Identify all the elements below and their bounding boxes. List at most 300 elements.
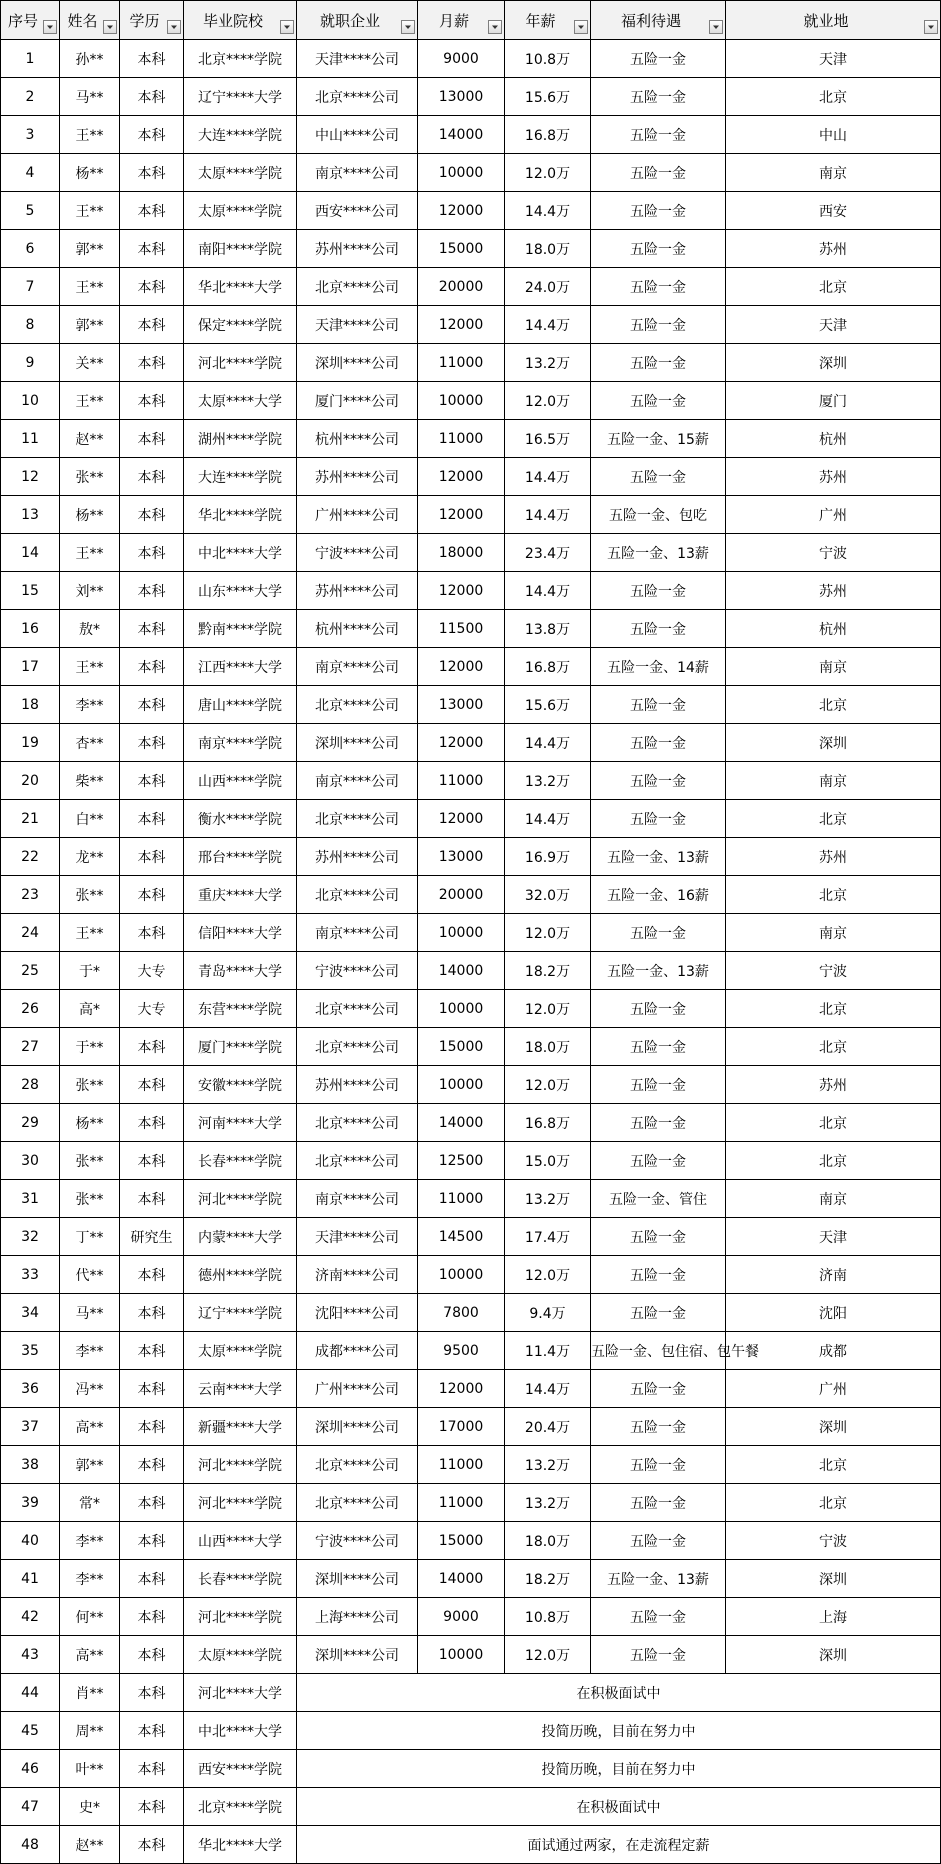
cell-edu[interactable]: 本科 xyxy=(120,382,184,420)
cell-idx[interactable]: 27 xyxy=(1,1028,60,1066)
cell-annual[interactable]: 13.2万 xyxy=(505,1484,591,1522)
cell-company[interactable]: 南京****公司 xyxy=(297,762,418,800)
cell-annual[interactable]: 13.2万 xyxy=(505,1180,591,1218)
cell-idx[interactable]: 19 xyxy=(1,724,60,762)
cell-company[interactable]: 南京****公司 xyxy=(297,154,418,192)
cell-annual[interactable]: 16.9万 xyxy=(505,838,591,876)
cell-city[interactable]: 南京 xyxy=(726,1180,941,1218)
cell-school[interactable]: 西安****学院 xyxy=(184,1750,297,1788)
cell-name[interactable]: 王** xyxy=(60,382,120,420)
cell-monthly[interactable]: 11000 xyxy=(418,1180,505,1218)
cell-school[interactable]: 安徽****学院 xyxy=(184,1066,297,1104)
cell-city[interactable]: 上海 xyxy=(726,1598,941,1636)
cell-benefits[interactable]: 五险一金 xyxy=(591,1294,726,1332)
cell-company[interactable]: 天津****公司 xyxy=(297,40,418,78)
cell-name[interactable]: 郭** xyxy=(60,230,120,268)
cell-annual[interactable]: 14.4万 xyxy=(505,572,591,610)
cell-edu[interactable]: 本科 xyxy=(120,496,184,534)
cell-idx[interactable]: 7 xyxy=(1,268,60,306)
cell-idx[interactable]: 4 xyxy=(1,154,60,192)
cell-company[interactable]: 南京****公司 xyxy=(297,914,418,952)
cell-company[interactable]: 深圳****公司 xyxy=(297,1408,418,1446)
cell-annual[interactable]: 12.0万 xyxy=(505,1256,591,1294)
cell-name[interactable]: 郭** xyxy=(60,1446,120,1484)
cell-name[interactable]: 高** xyxy=(60,1408,120,1446)
cell-city[interactable]: 北京 xyxy=(726,1484,941,1522)
cell-school[interactable]: 大连****学院 xyxy=(184,116,297,154)
cell-name[interactable]: 马** xyxy=(60,1294,120,1332)
cell-annual[interactable]: 12.0万 xyxy=(505,1066,591,1104)
cell-school[interactable]: 河北****学院 xyxy=(184,1180,297,1218)
cell-school[interactable]: 南阳****学院 xyxy=(184,230,297,268)
cell-annual[interactable]: 18.0万 xyxy=(505,1522,591,1560)
cell-benefits[interactable]: 五险一金 xyxy=(591,306,726,344)
cell-annual[interactable]: 14.4万 xyxy=(505,306,591,344)
cell-school[interactable]: 信阳****大学 xyxy=(184,914,297,952)
cell-company[interactable]: 北京****公司 xyxy=(297,78,418,116)
cell-name[interactable]: 常* xyxy=(60,1484,120,1522)
cell-benefits[interactable]: 五险一金 xyxy=(591,724,726,762)
cell-edu[interactable]: 本科 xyxy=(120,1066,184,1104)
cell-edu[interactable]: 本科 xyxy=(120,914,184,952)
cell-city[interactable]: 北京 xyxy=(726,990,941,1028)
cell-name[interactable]: 杏** xyxy=(60,724,120,762)
cell-company[interactable]: 南京****公司 xyxy=(297,648,418,686)
cell-monthly[interactable]: 12000 xyxy=(418,496,505,534)
cell-company[interactable]: 深圳****公司 xyxy=(297,1560,418,1598)
cell-idx[interactable]: 11 xyxy=(1,420,60,458)
cell-edu[interactable]: 本科 xyxy=(120,1408,184,1446)
cell-name[interactable]: 杨** xyxy=(60,496,120,534)
cell-school[interactable]: 北京****学院 xyxy=(184,1788,297,1826)
cell-monthly[interactable]: 15000 xyxy=(418,1028,505,1066)
cell-idx[interactable]: 40 xyxy=(1,1522,60,1560)
cell-monthly[interactable]: 12000 xyxy=(418,572,505,610)
cell-company[interactable]: 广州****公司 xyxy=(297,496,418,534)
cell-idx[interactable]: 26 xyxy=(1,990,60,1028)
cell-school[interactable]: 河南****大学 xyxy=(184,1104,297,1142)
cell-name[interactable]: 周** xyxy=(60,1712,120,1750)
cell-city[interactable]: 广州 xyxy=(726,496,941,534)
cell-city[interactable]: 北京 xyxy=(726,1142,941,1180)
cell-school[interactable]: 青岛****大学 xyxy=(184,952,297,990)
cell-annual[interactable]: 14.4万 xyxy=(505,458,591,496)
cell-company[interactable]: 南京****公司 xyxy=(297,1180,418,1218)
cell-city[interactable]: 苏州 xyxy=(726,572,941,610)
cell-company[interactable]: 苏州****公司 xyxy=(297,230,418,268)
cell-city[interactable]: 宁波 xyxy=(726,952,941,990)
cell-annual[interactable]: 18.0万 xyxy=(505,1028,591,1066)
cell-monthly[interactable]: 12000 xyxy=(418,800,505,838)
cell-school[interactable]: 衡水****学院 xyxy=(184,800,297,838)
cell-edu[interactable]: 本科 xyxy=(120,192,184,230)
cell-idx[interactable]: 28 xyxy=(1,1066,60,1104)
cell-name[interactable]: 杨** xyxy=(60,1104,120,1142)
cell-company[interactable]: 苏州****公司 xyxy=(297,458,418,496)
cell-idx[interactable]: 14 xyxy=(1,534,60,572)
cell-city[interactable]: 北京 xyxy=(726,800,941,838)
cell-monthly[interactable]: 9500 xyxy=(418,1332,505,1370)
cell-company[interactable]: 北京****公司 xyxy=(297,800,418,838)
cell-company[interactable]: 深圳****公司 xyxy=(297,344,418,382)
cell-benefits[interactable]: 五险一金 xyxy=(591,914,726,952)
cell-company[interactable]: 北京****公司 xyxy=(297,686,418,724)
cell-idx[interactable]: 35 xyxy=(1,1332,60,1370)
cell-city[interactable]: 北京 xyxy=(726,1104,941,1142)
cell-name[interactable]: 于** xyxy=(60,1028,120,1066)
cell-annual[interactable]: 16.8万 xyxy=(505,648,591,686)
cell-annual[interactable]: 16.5万 xyxy=(505,420,591,458)
cell-school[interactable]: 太原****大学 xyxy=(184,382,297,420)
cell-benefits[interactable]: 五险一金、15薪 xyxy=(591,420,726,458)
cell-school[interactable]: 保定****学院 xyxy=(184,306,297,344)
cell-monthly[interactable]: 11000 xyxy=(418,762,505,800)
cell-school[interactable]: 德州****学院 xyxy=(184,1256,297,1294)
cell-name[interactable]: 张** xyxy=(60,876,120,914)
cell-idx[interactable]: 34 xyxy=(1,1294,60,1332)
cell-city[interactable]: 北京 xyxy=(726,1028,941,1066)
cell-annual[interactable]: 13.8万 xyxy=(505,610,591,648)
cell-monthly[interactable]: 14000 xyxy=(418,1104,505,1142)
cell-monthly[interactable]: 12000 xyxy=(418,192,505,230)
cell-idx[interactable]: 21 xyxy=(1,800,60,838)
cell-name[interactable]: 刘** xyxy=(60,572,120,610)
cell-name[interactable]: 高** xyxy=(60,1636,120,1674)
filter-dropdown-icon[interactable] xyxy=(280,20,294,34)
cell-annual[interactable]: 18.2万 xyxy=(505,952,591,990)
cell-school[interactable]: 湖州****学院 xyxy=(184,420,297,458)
cell-monthly[interactable]: 14000 xyxy=(418,952,505,990)
cell-edu[interactable]: 本科 xyxy=(120,230,184,268)
cell-monthly[interactable]: 9000 xyxy=(418,40,505,78)
cell-idx[interactable]: 30 xyxy=(1,1142,60,1180)
cell-city[interactable]: 中山 xyxy=(726,116,941,154)
cell-annual[interactable]: 14.4万 xyxy=(505,496,591,534)
cell-company[interactable]: 苏州****公司 xyxy=(297,838,418,876)
cell-city[interactable]: 北京 xyxy=(726,876,941,914)
cell-school[interactable]: 内蒙****大学 xyxy=(184,1218,297,1256)
cell-edu[interactable]: 本科 xyxy=(120,1446,184,1484)
cell-company[interactable]: 中山****公司 xyxy=(297,116,418,154)
cell-company[interactable]: 北京****公司 xyxy=(297,1028,418,1066)
cell-name[interactable]: 李** xyxy=(60,1560,120,1598)
cell-annual[interactable]: 14.4万 xyxy=(505,192,591,230)
filter-dropdown-icon[interactable] xyxy=(924,20,938,34)
cell-edu[interactable]: 本科 xyxy=(120,1370,184,1408)
cell-school[interactable]: 南京****学院 xyxy=(184,724,297,762)
cell-edu[interactable]: 本科 xyxy=(120,610,184,648)
cell-edu[interactable]: 本科 xyxy=(120,1294,184,1332)
cell-monthly[interactable]: 13000 xyxy=(418,78,505,116)
cell-benefits[interactable]: 五险一金 xyxy=(591,40,726,78)
cell-idx[interactable]: 15 xyxy=(1,572,60,610)
cell-school[interactable]: 太原****学院 xyxy=(184,1332,297,1370)
cell-benefits[interactable]: 五险一金、13薪 xyxy=(591,534,726,572)
cell-benefits[interactable]: 五险一金 xyxy=(591,1636,726,1674)
cell-school[interactable]: 山西****大学 xyxy=(184,1522,297,1560)
cell-city[interactable]: 西安 xyxy=(726,192,941,230)
cell-idx[interactable]: 47 xyxy=(1,1788,60,1826)
cell-name[interactable]: 代** xyxy=(60,1256,120,1294)
cell-company[interactable]: 宁波****公司 xyxy=(297,1522,418,1560)
cell-edu[interactable]: 本科 xyxy=(120,1750,184,1788)
cell-monthly[interactable]: 15000 xyxy=(418,230,505,268)
cell-monthly[interactable]: 14000 xyxy=(418,116,505,154)
cell-edu[interactable]: 本科 xyxy=(120,1598,184,1636)
cell-idx[interactable]: 25 xyxy=(1,952,60,990)
cell-monthly[interactable]: 10000 xyxy=(418,382,505,420)
cell-school[interactable]: 辽宁****学院 xyxy=(184,1294,297,1332)
cell-name[interactable]: 张** xyxy=(60,1142,120,1180)
cell-edu[interactable]: 本科 xyxy=(120,1256,184,1294)
cell-benefits[interactable]: 五险一金 xyxy=(591,686,726,724)
cell-edu[interactable]: 本科 xyxy=(120,648,184,686)
cell-edu[interactable]: 本科 xyxy=(120,572,184,610)
cell-benefits[interactable]: 五险一金 xyxy=(591,192,726,230)
cell-name[interactable]: 柴** xyxy=(60,762,120,800)
cell-idx[interactable]: 39 xyxy=(1,1484,60,1522)
cell-benefits[interactable]: 五险一金 xyxy=(591,800,726,838)
cell-school[interactable]: 厦门****学院 xyxy=(184,1028,297,1066)
cell-edu[interactable]: 本科 xyxy=(120,1826,184,1864)
cell-monthly[interactable]: 15000 xyxy=(418,1522,505,1560)
cell-benefits[interactable]: 五险一金、13薪 xyxy=(591,838,726,876)
cell-edu[interactable]: 本科 xyxy=(120,1332,184,1370)
cell-school[interactable]: 河北****学院 xyxy=(184,344,297,382)
cell-benefits[interactable]: 五险一金 xyxy=(591,1256,726,1294)
cell-annual[interactable]: 15.0万 xyxy=(505,1142,591,1180)
cell-annual[interactable]: 11.4万 xyxy=(505,1332,591,1370)
cell-name[interactable]: 肖** xyxy=(60,1674,120,1712)
cell-edu[interactable]: 本科 xyxy=(120,116,184,154)
cell-idx[interactable]: 42 xyxy=(1,1598,60,1636)
cell-name[interactable]: 张** xyxy=(60,1066,120,1104)
cell-annual[interactable]: 14.4万 xyxy=(505,1370,591,1408)
cell-city[interactable]: 沈阳 xyxy=(726,1294,941,1332)
cell-benefits[interactable]: 五险一金 xyxy=(591,1522,726,1560)
cell-name[interactable]: 李** xyxy=(60,1522,120,1560)
cell-city[interactable]: 深圳 xyxy=(726,1636,941,1674)
cell-school[interactable]: 河北****大学 xyxy=(184,1674,297,1712)
cell-monthly[interactable]: 9000 xyxy=(418,1598,505,1636)
cell-city[interactable]: 成都 xyxy=(726,1332,941,1370)
cell-name[interactable]: 关** xyxy=(60,344,120,382)
cell-company[interactable]: 济南****公司 xyxy=(297,1256,418,1294)
cell-school[interactable]: 太原****学院 xyxy=(184,1636,297,1674)
cell-benefits[interactable]: 五险一金 xyxy=(591,610,726,648)
cell-monthly[interactable]: 10000 xyxy=(418,1636,505,1674)
cell-school[interactable]: 山东****大学 xyxy=(184,572,297,610)
cell-monthly[interactable]: 11000 xyxy=(418,420,505,458)
cell-benefits[interactable]: 五险一金、14薪 xyxy=(591,648,726,686)
cell-benefits[interactable]: 五险一金 xyxy=(591,1446,726,1484)
cell-annual[interactable]: 13.2万 xyxy=(505,344,591,382)
cell-benefits[interactable]: 五险一金 xyxy=(591,78,726,116)
cell-annual[interactable]: 16.8万 xyxy=(505,1104,591,1142)
cell-company[interactable]: 北京****公司 xyxy=(297,1104,418,1142)
cell-school[interactable]: 大连****学院 xyxy=(184,458,297,496)
cell-edu[interactable]: 本科 xyxy=(120,306,184,344)
cell-monthly[interactable]: 11000 xyxy=(418,1484,505,1522)
cell-company[interactable]: 北京****公司 xyxy=(297,1142,418,1180)
cell-name[interactable]: 马** xyxy=(60,78,120,116)
cell-edu[interactable]: 本科 xyxy=(120,1674,184,1712)
cell-status-note[interactable]: 投简历晚，目前在努力中 xyxy=(297,1750,941,1788)
cell-benefits[interactable]: 五险一金、管住 xyxy=(591,1180,726,1218)
cell-company[interactable]: 北京****公司 xyxy=(297,1446,418,1484)
cell-monthly[interactable]: 20000 xyxy=(418,268,505,306)
cell-edu[interactable]: 本科 xyxy=(120,458,184,496)
cell-idx[interactable]: 43 xyxy=(1,1636,60,1674)
cell-edu[interactable]: 本科 xyxy=(120,1484,184,1522)
cell-benefits[interactable]: 五险一金 xyxy=(591,344,726,382)
cell-company[interactable]: 上海****公司 xyxy=(297,1598,418,1636)
cell-monthly[interactable]: 10000 xyxy=(418,1066,505,1104)
cell-annual[interactable]: 32.0万 xyxy=(505,876,591,914)
cell-name[interactable]: 张** xyxy=(60,1180,120,1218)
cell-city[interactable]: 苏州 xyxy=(726,230,941,268)
cell-school[interactable]: 黔南****学院 xyxy=(184,610,297,648)
cell-idx[interactable]: 38 xyxy=(1,1446,60,1484)
cell-idx[interactable]: 24 xyxy=(1,914,60,952)
cell-monthly[interactable]: 14000 xyxy=(418,1560,505,1598)
cell-annual[interactable]: 18.2万 xyxy=(505,1560,591,1598)
cell-school[interactable]: 长春****学院 xyxy=(184,1142,297,1180)
cell-edu[interactable]: 本科 xyxy=(120,344,184,382)
cell-school[interactable]: 河北****学院 xyxy=(184,1446,297,1484)
cell-city[interactable]: 广州 xyxy=(726,1370,941,1408)
cell-annual[interactable]: 20.4万 xyxy=(505,1408,591,1446)
cell-school[interactable]: 太原****学院 xyxy=(184,192,297,230)
cell-school[interactable]: 山西****学院 xyxy=(184,762,297,800)
cell-school[interactable]: 太原****学院 xyxy=(184,154,297,192)
cell-company[interactable]: 沈阳****公司 xyxy=(297,1294,418,1332)
cell-idx[interactable]: 41 xyxy=(1,1560,60,1598)
cell-idx[interactable]: 33 xyxy=(1,1256,60,1294)
cell-edu[interactable]: 本科 xyxy=(120,876,184,914)
cell-edu[interactable]: 本科 xyxy=(120,686,184,724)
filter-dropdown-icon[interactable] xyxy=(488,20,502,34)
cell-name[interactable]: 赵** xyxy=(60,1826,120,1864)
cell-name[interactable]: 敖* xyxy=(60,610,120,648)
cell-benefits[interactable]: 五险一金、包住宿、包午餐 xyxy=(591,1332,726,1370)
cell-company[interactable]: 北京****公司 xyxy=(297,990,418,1028)
cell-annual[interactable]: 12.0万 xyxy=(505,1636,591,1674)
cell-edu[interactable]: 本科 xyxy=(120,838,184,876)
cell-monthly[interactable]: 10000 xyxy=(418,990,505,1028)
cell-name[interactable]: 龙** xyxy=(60,838,120,876)
cell-city[interactable]: 深圳 xyxy=(726,344,941,382)
filter-dropdown-icon[interactable] xyxy=(709,20,723,34)
cell-city[interactable]: 北京 xyxy=(726,1446,941,1484)
cell-edu[interactable]: 本科 xyxy=(120,420,184,458)
cell-city[interactable]: 南京 xyxy=(726,914,941,952)
cell-status-note[interactable]: 面试通过两家，在走流程定薪 xyxy=(297,1826,941,1864)
cell-benefits[interactable]: 五险一金 xyxy=(591,1484,726,1522)
cell-annual[interactable]: 14.4万 xyxy=(505,724,591,762)
cell-annual[interactable]: 24.0万 xyxy=(505,268,591,306)
cell-monthly[interactable]: 12000 xyxy=(418,306,505,344)
cell-benefits[interactable]: 五险一金 xyxy=(591,1066,726,1104)
cell-annual[interactable]: 17.4万 xyxy=(505,1218,591,1256)
cell-city[interactable]: 厦门 xyxy=(726,382,941,420)
cell-company[interactable]: 西安****公司 xyxy=(297,192,418,230)
cell-company[interactable]: 深圳****公司 xyxy=(297,1636,418,1674)
cell-idx[interactable]: 8 xyxy=(1,306,60,344)
cell-school[interactable]: 北京****学院 xyxy=(184,40,297,78)
cell-name[interactable]: 何** xyxy=(60,1598,120,1636)
cell-benefits[interactable]: 五险一金 xyxy=(591,1142,726,1180)
cell-monthly[interactable]: 12000 xyxy=(418,1370,505,1408)
cell-edu[interactable]: 本科 xyxy=(120,78,184,116)
cell-idx[interactable]: 3 xyxy=(1,116,60,154)
cell-benefits[interactable]: 五险一金 xyxy=(591,1598,726,1636)
cell-edu[interactable]: 本科 xyxy=(120,762,184,800)
cell-monthly[interactable]: 11500 xyxy=(418,610,505,648)
cell-city[interactable]: 宁波 xyxy=(726,1522,941,1560)
cell-company[interactable]: 苏州****公司 xyxy=(297,1066,418,1104)
cell-benefits[interactable]: 五险一金、16薪 xyxy=(591,876,726,914)
cell-city[interactable]: 宁波 xyxy=(726,534,941,572)
filter-dropdown-icon[interactable] xyxy=(401,20,415,34)
cell-benefits[interactable]: 五险一金 xyxy=(591,1218,726,1256)
cell-edu[interactable]: 本科 xyxy=(120,154,184,192)
cell-school[interactable]: 云南****大学 xyxy=(184,1370,297,1408)
cell-monthly[interactable]: 17000 xyxy=(418,1408,505,1446)
cell-benefits[interactable]: 五险一金 xyxy=(591,458,726,496)
cell-school[interactable]: 唐山****学院 xyxy=(184,686,297,724)
cell-idx[interactable]: 18 xyxy=(1,686,60,724)
cell-city[interactable]: 北京 xyxy=(726,78,941,116)
cell-idx[interactable]: 2 xyxy=(1,78,60,116)
cell-monthly[interactable]: 11000 xyxy=(418,344,505,382)
cell-annual[interactable]: 23.4万 xyxy=(505,534,591,572)
cell-monthly[interactable]: 10000 xyxy=(418,1256,505,1294)
cell-idx[interactable]: 9 xyxy=(1,344,60,382)
cell-name[interactable]: 孙** xyxy=(60,40,120,78)
cell-company[interactable]: 宁波****公司 xyxy=(297,534,418,572)
cell-city[interactable]: 苏州 xyxy=(726,838,941,876)
cell-company[interactable]: 厦门****公司 xyxy=(297,382,418,420)
cell-name[interactable]: 叶** xyxy=(60,1750,120,1788)
cell-benefits[interactable]: 五险一金、包吃 xyxy=(591,496,726,534)
cell-annual[interactable]: 10.8万 xyxy=(505,1598,591,1636)
cell-idx[interactable]: 37 xyxy=(1,1408,60,1446)
cell-monthly[interactable]: 13000 xyxy=(418,838,505,876)
cell-city[interactable]: 南京 xyxy=(726,154,941,192)
cell-city[interactable]: 深圳 xyxy=(726,1560,941,1598)
cell-annual[interactable]: 12.0万 xyxy=(505,990,591,1028)
cell-name[interactable]: 冯** xyxy=(60,1370,120,1408)
cell-school[interactable]: 长春****学院 xyxy=(184,1560,297,1598)
cell-idx[interactable]: 20 xyxy=(1,762,60,800)
cell-school[interactable]: 东营****学院 xyxy=(184,990,297,1028)
cell-name[interactable]: 赵** xyxy=(60,420,120,458)
cell-annual[interactable]: 13.2万 xyxy=(505,1446,591,1484)
cell-name[interactable]: 李** xyxy=(60,1332,120,1370)
cell-annual[interactable]: 14.4万 xyxy=(505,800,591,838)
filter-dropdown-icon[interactable] xyxy=(43,20,57,34)
cell-monthly[interactable]: 18000 xyxy=(418,534,505,572)
cell-city[interactable]: 北京 xyxy=(726,686,941,724)
cell-idx[interactable]: 17 xyxy=(1,648,60,686)
cell-idx[interactable]: 16 xyxy=(1,610,60,648)
cell-annual[interactable]: 15.6万 xyxy=(505,686,591,724)
cell-school[interactable]: 河北****学院 xyxy=(184,1598,297,1636)
cell-company[interactable]: 北京****公司 xyxy=(297,268,418,306)
cell-school[interactable]: 新疆****大学 xyxy=(184,1408,297,1446)
cell-annual[interactable]: 16.8万 xyxy=(505,116,591,154)
